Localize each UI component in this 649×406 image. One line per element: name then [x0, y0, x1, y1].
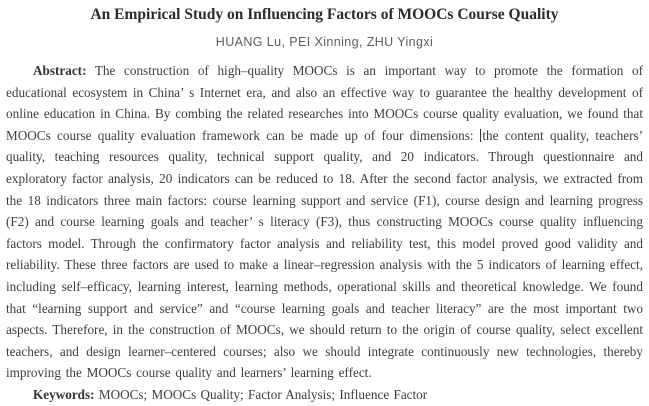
abstract-text-after-caret: the content quality, teachers’ quality, teaching resources quality, technical support quality, and 20 indicators. Through questionnaire and exploratory factor analysis, 20 indicators can be reduced to 18. After the second factor analysis, we extracted from the 18 indicators three main factors: course learning support and service (F1), course design and learning progress (F2) and course learning goals and teacher’ s literacy (F3), thus constructing MOOCs course quality influencing factors model. Through the confirmatory factor analysis and reliability test, this model proved good validity and reliability. These three factors are used to make a linear–regression analysis with the 5 indicators of learning effect, including self–efficacy, learning interest, learning methods, operational skills and theoretical knowledge. We found that “learning support and service” and “course learning goals and teacher literacy” are the most important two aspects. Therefore, in the construction of MOOCs, we should return to the origin of course quality, select excellent teachers, and design learner–centered courses; also we should integrate continuously new technologies, thereby improving the MOOCs course quality and learners’ learning effect.	[6, 127, 643, 381]
keywords-text: MOOCs; MOOCs Quality; Factor Analysis; Influence Factor	[94, 386, 428, 402]
abstract-text-before-caret: The construction of high–quality MOOCs is an important way to promote the formation of educational ecosystem in China’ s Internet era, and also an effective way to guarantee the healthy development of online education in China. By combing the related researches into MOOCs course quality evaluation, we found that MOOCs course quality evaluation framework can be made up of four dimensions:	[6, 63, 643, 143]
paper-authors: HUANG Lu, PEI Xinning, ZHU Yingxi	[215, 35, 434, 49]
keywords-label: Keywords:	[33, 386, 95, 402]
abstract-paragraph	[6, 60, 643, 384]
keywords-line	[6, 384, 643, 406]
paper-title: An Empirical Study on Influencing Factors of MOOCs Course Quality	[90, 6, 559, 23]
abstract-label: Abstract:	[33, 63, 87, 78]
